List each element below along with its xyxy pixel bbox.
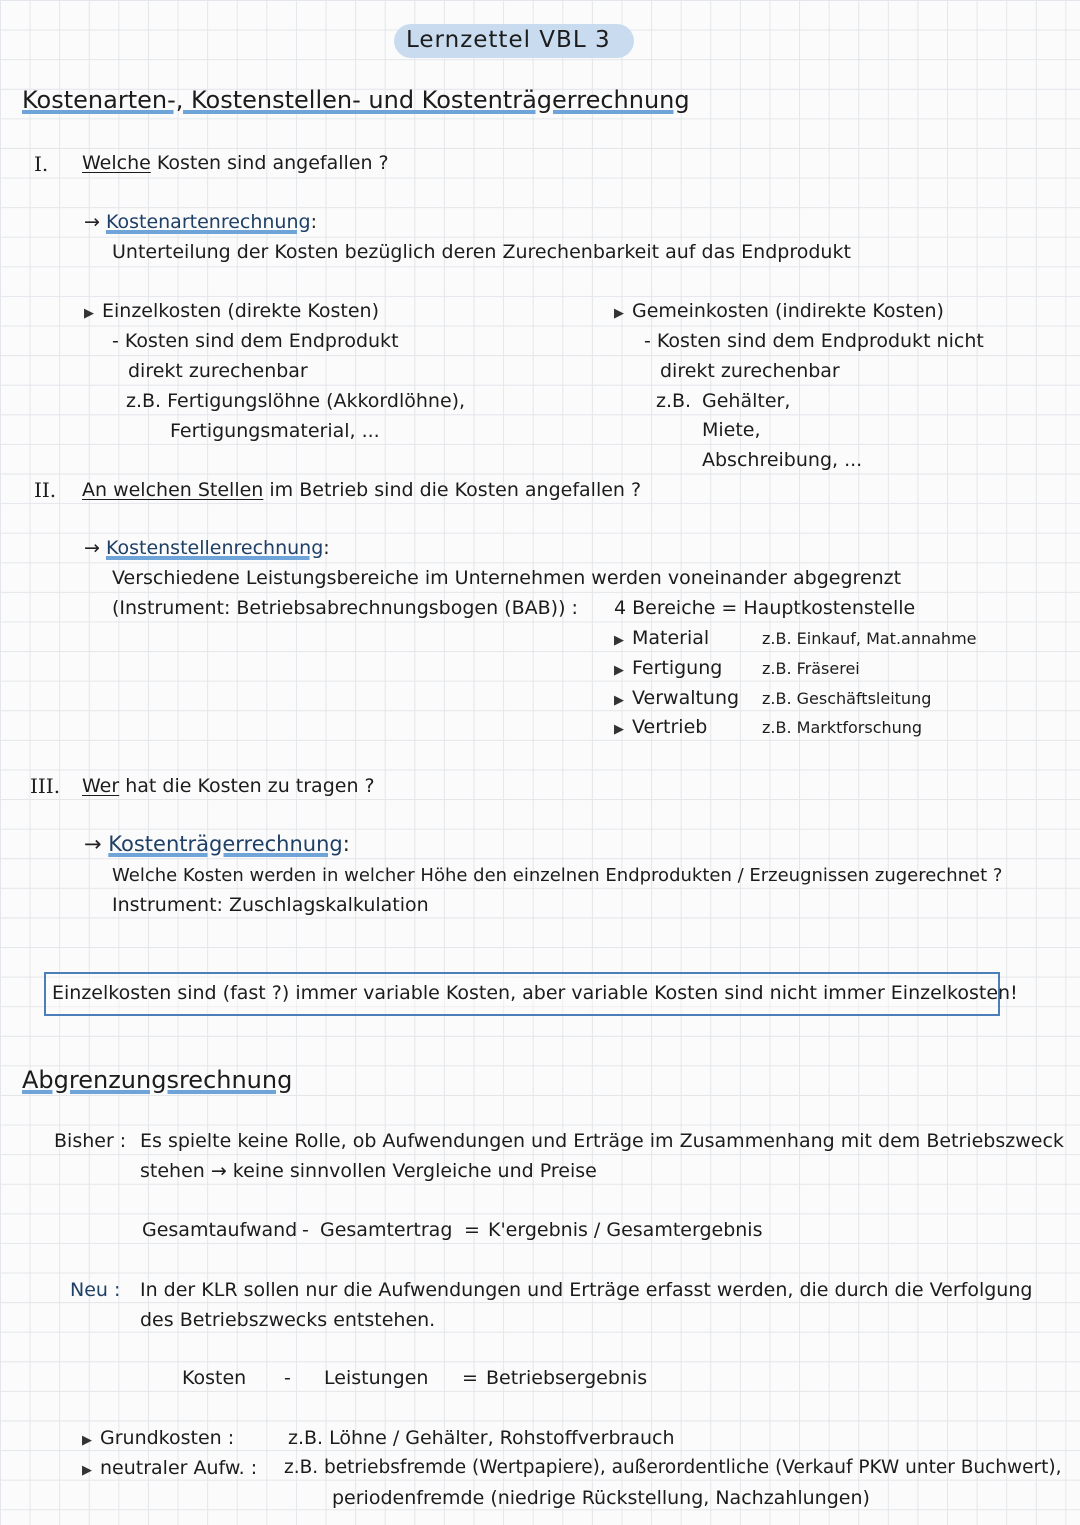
instrument-bab: (Instrument: Betriebsabrechnungsbogen (BAB)) : [112, 597, 578, 619]
gemeinkosten-item [614, 299, 944, 326]
formula-2-b: Leistungen [324, 1367, 429, 1389]
formula-1-eq: = [464, 1219, 480, 1241]
numeral-iii: III. [30, 774, 61, 798]
arrow-icon: → [84, 832, 102, 856]
formula-2-eq: = [462, 1367, 478, 1389]
question-1-rest: Kosten sind angefallen ? [156, 152, 389, 174]
formula-1-a: Gesamtaufwand [142, 1219, 298, 1241]
bisher-line2: stehen → keine sinnvollen Vergleiche und Preise [140, 1160, 597, 1182]
neu-label: Neu : [70, 1279, 121, 1301]
formula-2-op: - [284, 1367, 291, 1389]
einzelkosten-item [84, 299, 379, 326]
grundkosten-text: z.B. Löhne / Gehälter, Rohstoffverbrauch [288, 1427, 675, 1449]
description-kostenstellen: Verschiedene Leistungsbereiche im Unternehmen werden voneinander abgegrenzt [112, 567, 902, 589]
bereich-item [614, 715, 707, 742]
bereich-item [614, 686, 739, 713]
bereich-example: z.B. Einkauf, Mat.annahme [762, 629, 977, 648]
gemeinkosten-line2: direkt zurechenbar [660, 360, 840, 382]
bullet-triangle-icon: ▶ [84, 306, 94, 321]
gemeinkosten-zb: z.B. [656, 390, 692, 412]
gemeinkosten-label: Gemeinkosten (indirekte Kosten) [632, 300, 944, 322]
method-colon: : [310, 211, 317, 233]
formula-2-result: Betriebsergebnis [486, 1367, 648, 1389]
einzelkosten-line3: z.B. Fertigungslöhne (Akkordlöhne), [126, 390, 466, 412]
bullet-triangle-icon: ▶ [614, 633, 624, 648]
neutral-text1: z.B. betriebsfremde (Wertpapiere), außerordentliche (Verkauf PKW unter Buchwert), [284, 1457, 1062, 1478]
neu-line2: des Betriebszwecks entstehen. [140, 1309, 436, 1331]
bereich-name: Verwaltung [632, 687, 740, 709]
method-name: Kostenträgerrechnung [108, 832, 343, 856]
bisher-label: Bisher : [54, 1130, 127, 1152]
bereich-example: z.B. Geschäftsleitung [762, 689, 932, 708]
method-kostenstellen [84, 536, 330, 560]
bisher-line1: Es spielte keine Rolle, ob Aufwendungen und Erträge im Zusammenhang mit dem Betriebszweck [140, 1130, 1064, 1152]
question-1 [82, 151, 389, 175]
bereich-name: Vertrieb [632, 716, 708, 738]
bereich-name: Fertigung [632, 657, 723, 679]
method-name: Kostenstellenrechnung [105, 537, 324, 559]
bullet-triangle-icon: ▶ [614, 306, 624, 321]
section-heading-kostenrechnung: Kostenarten-, Kostenstellen- und Kostenträgerrechnung [22, 86, 690, 114]
description-kostentraeger: Welche Kosten werden in welcher Höhe den einzelnen Endprodukten / Erzeugnissen zugerechnet ? [112, 865, 1003, 886]
bereich-name: Material [632, 627, 710, 649]
formula-1-b: Gesamtertrag [320, 1219, 453, 1241]
bereich-example: z.B. Fräserei [762, 659, 860, 678]
einzelkosten-line1: - Kosten sind dem Endprodukt [112, 330, 399, 352]
description-kostenarten: Unterteilung der Kosten bezüglich deren Zurechenbarkeit auf das Endprodukt [112, 241, 851, 263]
section-heading-abgrenzung: Abgrenzungsrechnung [22, 1066, 293, 1094]
neutral-item [82, 1456, 257, 1483]
neutral-label: neutraler Aufw. : [100, 1457, 258, 1479]
neu-line1: In der KLR sollen nur die Aufwendungen und Erträge erfasst werden, die durch die Verfolgung [140, 1279, 1033, 1301]
note-box-text: Einzelkosten sind (fast ?) immer variable Kosten, aber variable Kosten sind nicht immer Einzelkosten! [52, 982, 1018, 1004]
gemeinkosten-line5: Abschreibung, ... [702, 449, 863, 471]
numeral-ii: II. [34, 478, 57, 502]
numeral-i: I. [34, 152, 49, 176]
arrow-icon: → [84, 537, 100, 559]
gemeinkosten-line3: Gehälter, [702, 390, 791, 412]
bereich-example: z.B. Marktforschung [762, 718, 923, 737]
grundkosten-label: Grundkosten : [100, 1427, 235, 1449]
bereich-item [614, 656, 722, 683]
bullet-triangle-icon: ▶ [614, 722, 624, 737]
method-name: Kostenartenrechnung [105, 211, 311, 233]
bullet-triangle-icon: ▶ [614, 693, 624, 708]
bullet-triangle-icon: ▶ [82, 1463, 92, 1478]
method-kostentraeger [84, 832, 350, 856]
method-kostenarten [84, 210, 317, 234]
page-title: Lernzettel VBL 3 [406, 27, 611, 53]
question-2 [82, 478, 641, 502]
einzelkosten-label: Einzelkosten (direkte Kosten) [102, 300, 379, 322]
neutral-text2: periodenfremde (niedrige Rückstellung, Nachzahlungen) [332, 1487, 870, 1509]
question-3-rest: hat die Kosten zu tragen ? [125, 775, 375, 797]
question-2-underlined: An welchen Stellen [82, 479, 264, 501]
bereich-item [614, 626, 709, 653]
formula-1-op: - [302, 1219, 309, 1241]
bullet-triangle-icon: ▶ [614, 663, 624, 678]
arrow-icon: → [84, 211, 100, 233]
method-colon: : [323, 537, 330, 559]
einzelkosten-line4: Fertigungsmaterial, ... [170, 420, 380, 442]
einzelkosten-line2: direkt zurechenbar [128, 360, 308, 382]
question-2-rest: im Betrieb sind die Kosten angefallen ? [269, 479, 642, 501]
gemeinkosten-line1: - Kosten sind dem Endprodukt nicht [644, 330, 984, 352]
instrument-zuschlag: Instrument: Zuschlagskalkulation [112, 894, 429, 916]
formula-2-a: Kosten [182, 1367, 247, 1389]
grundkosten-item [82, 1426, 234, 1453]
gemeinkosten-line4: Miete, [702, 419, 761, 441]
formula-1-result: K'ergebnis / Gesamtergebnis [488, 1219, 763, 1241]
question-3 [82, 774, 375, 798]
question-1-underlined: Welche [82, 152, 151, 174]
question-3-underlined: Wer [82, 775, 120, 797]
bereiche-header: 4 Bereiche = Hauptkostenstelle [614, 597, 916, 619]
bullet-triangle-icon: ▶ [82, 1433, 92, 1448]
method-colon: : [342, 832, 350, 856]
